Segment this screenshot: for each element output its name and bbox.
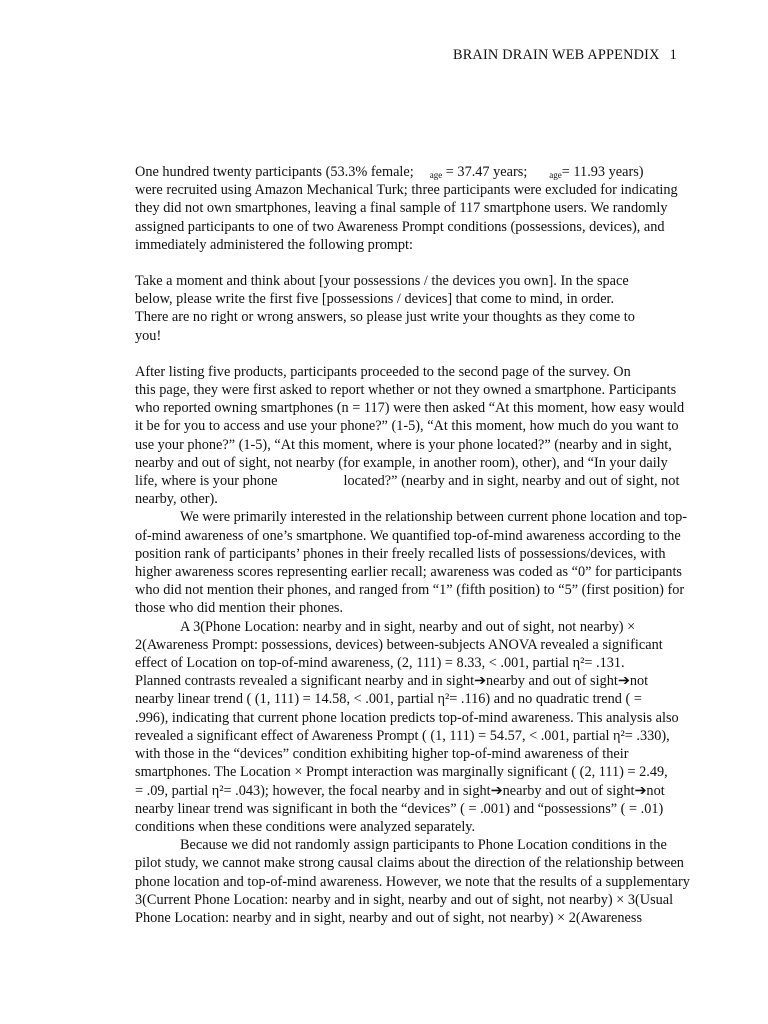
quote-line: below, please write the first five [possessions / devices] that come to mind, in order. <box>135 291 615 308</box>
text-line: use your phone?” (1-5), “At this moment, where is your phone located?” (nearby and in sight, <box>135 436 672 453</box>
page-number: 1 <box>669 47 677 63</box>
text-line: this page, they were first asked to report whether or not they owned a smartphone. Participants <box>135 382 677 399</box>
text-line: nearby and out of sight, not nearby (for example, in another room), other), and “In your daily <box>135 454 668 471</box>
text-line: with those in the “devices” condition exhibiting higher top-of-mind awareness of their <box>135 746 629 763</box>
subscript-age: age <box>429 170 443 180</box>
text-line: it be for you to access and use your phone?” (1-5), “At this moment, how much do you want to <box>135 418 679 435</box>
text-line: of-mind awareness of one’s smartphone. We quantified top-of-mind awareness according to the <box>135 527 681 544</box>
running-head-title: BRAIN DRAIN WEB APPENDIX <box>452 47 660 63</box>
text-line: One hundred twenty participants (53.3% female; $_{age}$ = 37.47 years; $_{age}$= 11.93 years) <box>135 164 644 180</box>
text-line: 3(Current Phone Location: nearby and in sight, nearby and out of sight, not nearby) × 3(Usual <box>135 891 674 908</box>
text-line: = .09, partial η²= .043); however, the focal nearby and in sight➔nearby and out of sight➔not <box>135 782 665 799</box>
text-line: Because we did not randomly assign participants to Phone Location conditions in the <box>180 837 667 854</box>
quote-line: Take a moment and think about [your possessions / the devices you own]. In the space <box>135 273 629 290</box>
block-quote-prompt <box>135 272 671 345</box>
text-line: effect of Location on top-of-mind awareness, (2, 111) = 8.33, < .001, partial η²= .131. <box>135 655 625 672</box>
body-text <box>90 163 690 927</box>
subscript-age: age <box>549 170 562 180</box>
paragraph-causal-claims <box>90 836 690 927</box>
text-line: Planned contrasts revealed a significant nearby and in sight➔nearby and out of sight➔not <box>135 673 649 690</box>
text-line: A 3(Phone Location: nearby and in sight, nearby and out of sight, not nearby) × <box>180 618 636 635</box>
text-line: life, where is your phone located?” (nearby and in sight, nearby and out of sight, not <box>135 473 680 490</box>
quote-line: There are no right or wrong answers, so please just write your thoughts as they come to <box>135 309 635 326</box>
text-line: assigned participants to one of two Awareness Prompt conditions (possessions, devices), and <box>135 218 665 235</box>
text-line: nearby, other). <box>135 491 218 508</box>
text-line: position rank of participants’ phones in their freely recalled lists of possessions/devices, with <box>135 545 666 562</box>
text-line: .996), indicating that current phone location predicts top-of-mind awareness. This analysis also <box>135 709 679 726</box>
quote-line: you! <box>135 327 162 344</box>
text-line: who reported owning smartphones (n = 117) were then asked “At this moment, how easy would <box>135 400 685 417</box>
text-line: conditions when these conditions were analyzed separately. <box>135 818 476 835</box>
paragraph-survey <box>90 363 685 509</box>
text-line: nearby linear trend ( (1, 111) = 14.58, < .001, partial η²= .116) and no quadratic trend ( = <box>135 691 642 708</box>
text-line: immediately administered the following prompt: <box>135 236 413 253</box>
text-line: phone location and top-of-mind awareness. However, we note that the results of a supplementary <box>135 873 690 890</box>
text-line: higher awareness scores representing earlier recall; awareness was coded as “0” for participants <box>135 564 682 581</box>
text-line: nearby linear trend was significant in both the “devices” ( = .001) and “possessions” ( = .01) <box>135 800 664 817</box>
paragraph-anova <box>90 618 680 836</box>
text-line: those who did mention their phones. <box>135 600 344 617</box>
paragraph-awareness-coding <box>90 508 688 617</box>
text-line: Phone Location: nearby and in sight, nearby and out of sight, not nearby) × 2(Awareness <box>135 909 643 926</box>
text-line: were recruited using Amazon Mechanical Turk; three participants were excluded for indicating <box>135 182 678 199</box>
text-line: After listing five products, participants proceeded to the second page of the survey. On <box>135 363 631 380</box>
paragraph-participants <box>90 163 680 254</box>
text-line: pilot study, we cannot make strong causal claims about the direction of the relationship between <box>135 855 684 872</box>
text-line: revealed a significant effect of Awareness Prompt ( (1, 111) = 54.57, < .001, partial η²= .330), <box>135 727 670 744</box>
running-head <box>453 47 677 64</box>
text-line: smartphones. The Location × Prompt interaction was marginally significant ( (2, 111) = 2.49, <box>135 764 668 781</box>
text-line: who did not mention their phones, and ranged from “1” (fifth position) to “5” (first position) for <box>135 582 685 599</box>
text-line: they did not own smartphones, leaving a final sample of 117 smartphone users. We randomly <box>135 200 668 217</box>
text-line: 2(Awareness Prompt: possessions, devices) between-subjects ANOVA revealed a significant <box>135 636 663 653</box>
text-line: We were primarily interested in the relationship between current phone location and top- <box>180 509 688 526</box>
